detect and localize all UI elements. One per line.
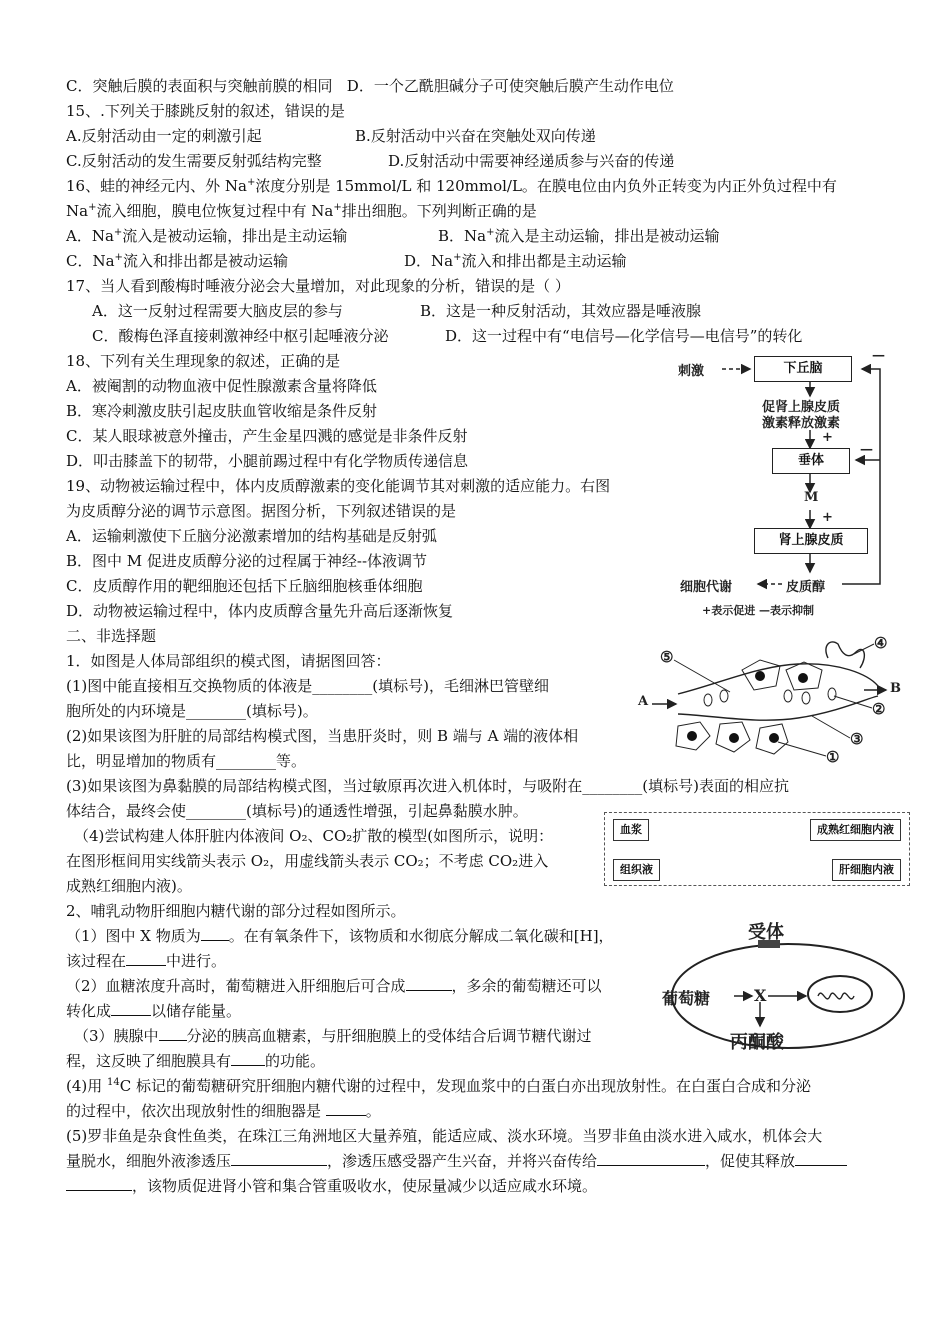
q14-option-d: D．一个乙酰胆碱分子可使突触后膜产生动作电位 bbox=[346, 77, 674, 95]
p1-stem: 1．如图是人体局部组织的模式图，请据图回答： bbox=[66, 652, 391, 670]
crh-label-2: 激素释放激素 bbox=[762, 416, 841, 431]
diagram-legend: +表示促进 —表示抑制 bbox=[702, 604, 815, 617]
p2-q5-line3: ，该物质促进肾小管和集合管重吸收水，使尿量减少以适应咸水环境。 bbox=[66, 1175, 597, 1197]
p2-q1-line2: 该过程在 中进行。 bbox=[66, 952, 227, 970]
p1-q2-line1: (2)如果该图为肝脏的局部结构模式图，当患肝炎时，则 B 端与 A 端的液体相 bbox=[66, 727, 579, 745]
q15-option-a: A.反射活动由一定的刺激引起 bbox=[66, 127, 262, 145]
q17-option-d: D．这一过程中有“电信号—化学信号—电信号”的转化 bbox=[445, 327, 803, 345]
minus-sign-top: — bbox=[872, 348, 885, 363]
receptor-label: 受体 bbox=[748, 922, 784, 943]
p2-q1-line1: （1）图中 X 物质为 。在有氧条件下，该物质和水彻底分解成二氧化碳和[H]， bbox=[66, 927, 614, 945]
q16-stem-line2: Na+流入细胞，膜电位恢复过程中有 Na+排出细胞。下列判断正确的是 bbox=[66, 202, 537, 220]
q19-option-b: B．图中 M 促进皮质醇分泌的过程属于神经--体液调节 bbox=[66, 552, 428, 570]
p2-q5-line1: (5)罗非鱼是杂食性鱼类，在珠江三角洲地区大量养殖，能适应咸、淡水环境。当罗非鱼由淡水进入咸水，机体会大 bbox=[66, 1127, 823, 1145]
liver-cell-fluid-box: 肝细胞内液 bbox=[832, 859, 901, 881]
cortisol-label: 皮质醇 bbox=[786, 580, 826, 595]
x-label: X bbox=[754, 986, 767, 1005]
m-label: M bbox=[804, 490, 819, 505]
adrenal-cortex-box: 肾上腺皮质 bbox=[754, 528, 868, 554]
p1-q4-line1: （4)尝试构建人体肝脏内体液间 O₂、CO₂扩散的模型(如图所示，说明： bbox=[74, 827, 554, 845]
q18-option-a: A．被阉割的动物血液中促性腺激素含量将降低 bbox=[66, 377, 377, 395]
q15-option-b: B.反射活动中兴奋在突触处双向传递 bbox=[355, 127, 596, 145]
p2-q2-line1: （2）血糖浓度升高时，葡萄糖进入肝细胞后可合成 ，多余的葡萄糖还可以 bbox=[66, 977, 602, 995]
fluid-model-frame bbox=[604, 812, 910, 886]
q15-option-d: D.反射活动中需要神经递质参与兴奋的传递 bbox=[388, 152, 675, 170]
q15-stem: 15、.下列关于膝跳反射的叙述，错误的是 bbox=[66, 102, 345, 120]
q16-option-b: B．Na+流入是主动运输，排出是被动运输 bbox=[438, 227, 720, 245]
q17-option-c: C．酸梅色泽直接刺激神经中枢引起唾液分泌 bbox=[92, 327, 389, 345]
p1-q3-line2: 体结合，最终会使________(填标号)的通透性增强，引起鼻黏膜水肿。 bbox=[66, 802, 528, 820]
tissue-fluid-box: 组织液 bbox=[613, 859, 660, 881]
p1-q4-line2: 在图形框间用实线箭头表示 O₂，用虚线箭头表示 CO₂；不考虑 CO₂进入 bbox=[66, 852, 549, 870]
q18-option-b: B．寒冷刺激皮肤引起皮肤血管收缩是条件反射 bbox=[66, 402, 378, 420]
p1-q1-line1: (1)图中能直接相互交换物质的体液是________(填标号)，毛细淋巴管壁细 bbox=[66, 677, 549, 695]
q17-option-b: B．这是一种反射活动，其效应器是唾液腺 bbox=[420, 302, 702, 320]
label-2: ② bbox=[872, 700, 886, 718]
rbc-fluid-box: 成熟红细胞内液 bbox=[810, 819, 901, 841]
p2-q4-line1: (4)用 $^{14}$C 标记的葡萄糖研究肝细胞内糖代谢的过程中，发现血浆中的白蛋白亦出现放射性。在白蛋白合成和分泌 bbox=[66, 1077, 812, 1095]
q16-stem-line1: 16、蛙的神经元内、外 Na+浓度分别是 15mmol/L 和 120mmol/L。在膜电位由内负外正转变为内正外负过程中有 bbox=[66, 177, 837, 195]
q18-option-c: C．某人眼球被意外撞击，产生金星四溅的感觉是非条件反射 bbox=[66, 427, 468, 445]
label-1: ① bbox=[826, 748, 840, 766]
p1-q1-line2: 胞所处的内环境是________(填标号)。 bbox=[66, 702, 318, 720]
q19-stem-line2: 为皮质醇分泌的调节示意图。据图分析，下列叙述错误的是 bbox=[66, 502, 457, 520]
cell-metabolism-label: 细胞代谢 bbox=[680, 580, 733, 595]
end-a-label: A bbox=[638, 694, 649, 709]
plus-sign-1: + bbox=[822, 430, 833, 445]
p2-q4-line2: 的过程中，依次出现放射性的细胞器是 。 bbox=[66, 1102, 381, 1120]
pyruvate-label: 丙酮酸 bbox=[730, 1032, 784, 1053]
p2-q2-line2: 转化成 以储存能量。 bbox=[66, 1002, 242, 1020]
tissue-model-diagram bbox=[638, 634, 908, 766]
q19-option-d: D．动物被运输过程中，体内皮质醇含量先升高后逐渐恢复 bbox=[66, 602, 454, 620]
label-4: ④ bbox=[874, 634, 888, 652]
q19-option-a: A．运输刺激使下丘脑分泌激素增加的结构基础是反射弧 bbox=[66, 527, 437, 545]
q17-stem: 17、当人看到酸梅时唾液分泌会大量增加，对此现象的分析，错误的是（ ） bbox=[66, 277, 570, 295]
stimulus-label: 刺激 bbox=[678, 364, 705, 379]
section-heading-nonchoice: 二、非选择题 bbox=[66, 627, 157, 645]
label-3: ③ bbox=[850, 730, 864, 748]
hypothalamus-box: 下丘脑 bbox=[754, 356, 852, 382]
label-5: ⑤ bbox=[660, 648, 674, 666]
minus-sign-mid: — bbox=[860, 442, 873, 457]
plasma-box: 血浆 bbox=[613, 819, 649, 841]
q16-option-d: D．Na+流入和排出都是主动运输 bbox=[404, 252, 627, 270]
tissue-diagram-drawing bbox=[638, 634, 908, 766]
q14-option-c: C．突触后膜的表面积与突触前膜的相同 bbox=[66, 77, 333, 95]
glucose-label: 葡萄糖 bbox=[662, 989, 711, 1008]
q16-option-c: C．Na+流入和排出都是被动运输 bbox=[66, 252, 288, 270]
q18-stem: 18、下列有关生理现象的叙述，正确的是 bbox=[66, 352, 341, 370]
plus-sign-2: + bbox=[822, 510, 833, 525]
end-b-label: B bbox=[890, 681, 901, 696]
q17-option-a: A．这一反射过程需要大脑皮层的参与 bbox=[92, 302, 343, 320]
p2-q3-line1: （3）胰腺中 分泌的胰高血糖素，与肝细胞膜上的受体结合后调节糖代谢过 bbox=[74, 1027, 592, 1045]
q19-option-c: C．皮质醇作用的靶细胞还包括下丘脑细胞核垂体细胞 bbox=[66, 577, 423, 595]
q18-option-d: D．叩击膝盖下的韧带，小腿前踢过程中有化学物质传递信息 bbox=[66, 452, 469, 470]
crh-label-1: 促肾上腺皮质 bbox=[762, 400, 841, 415]
p1-q3-line1: (3)如果该图为鼻黏膜的局部结构模式图，当过敏原再次进入机体时，与吸附在________(填标号)表面的相应抗 bbox=[66, 777, 789, 795]
q19-stem-line1: 19、动物被运输过程中，体内皮质醇激素的变化能调节其对刺激的适应能力。右图 bbox=[66, 477, 611, 495]
p2-q5-line2: 量脱水，细胞外液渗透压 ，渗透压感受器产生兴奋，并将兴奋传给 ，促使其释放 bbox=[66, 1150, 847, 1172]
p1-q4-line3: 成熟红细胞内液)。 bbox=[66, 877, 192, 895]
pituitary-box: 垂体 bbox=[772, 448, 850, 474]
p2-q3-line2: 程，这反映了细胞膜具有 的功能。 bbox=[66, 1052, 326, 1070]
cortisol-regulation-diagram bbox=[672, 348, 892, 620]
liver-cell-diagram bbox=[662, 918, 922, 1066]
q16-option-a: A．Na+流入是被动运输，排出是主动运输 bbox=[66, 227, 348, 245]
p1-q2-line2: 比，明显增加的物质有________等。 bbox=[66, 752, 307, 770]
p2-stem: 2、哺乳动物肝细胞内糖代谢的部分过程如图所示。 bbox=[66, 902, 406, 920]
q14-options bbox=[66, 75, 674, 97]
q15-option-c: C.反射活动的发生需要反射弧结构完整 bbox=[66, 152, 322, 170]
